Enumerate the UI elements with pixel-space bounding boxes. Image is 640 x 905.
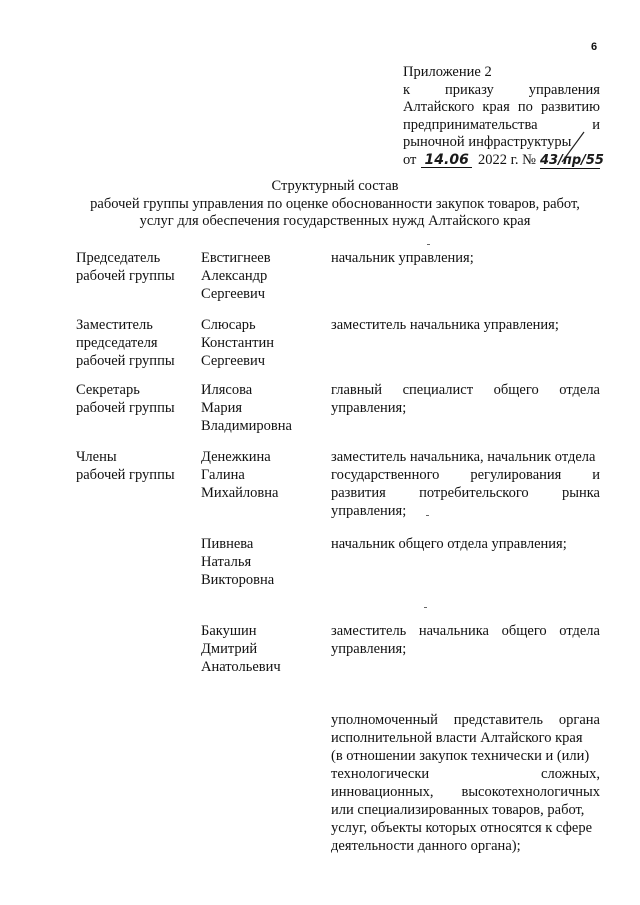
role-line: рабочей группы	[76, 467, 175, 483]
position-word: специалист	[402, 382, 474, 398]
position-line	[331, 484, 600, 502]
position-word: и	[592, 467, 600, 483]
position-line	[331, 622, 600, 640]
position-word: начальника	[418, 623, 489, 639]
appendix-word: к	[403, 81, 411, 98]
title-line-2: рабочей группы управления по оценке обоснованности закупок товаров, работ,	[90, 195, 580, 212]
document-title	[60, 178, 610, 231]
position-word: развития	[331, 485, 386, 501]
page-number: 6	[591, 41, 598, 53]
member-position	[331, 448, 600, 520]
position-line: заместитель начальника, начальник отдела	[331, 449, 596, 465]
position-line: управления;	[331, 641, 407, 657]
position-word: отдела	[559, 382, 600, 398]
position-line: (в отношении закупок технически и (или)	[331, 748, 590, 764]
member-position	[331, 622, 600, 658]
position-line: начальник управления;	[331, 250, 474, 266]
position-word: инновационных,	[331, 784, 434, 800]
handwritten-date: 14.06	[424, 151, 469, 168]
surname: Пивнева	[201, 536, 254, 552]
patronymic: Викторовна	[201, 572, 275, 588]
scan-speck	[426, 515, 429, 516]
surname: Слюсарь	[201, 317, 256, 333]
appendix-title: Приложение 2	[403, 64, 492, 80]
position-word: уполномоченный	[331, 712, 438, 728]
position-word: общего	[493, 382, 539, 398]
position-word: общего	[501, 623, 547, 639]
member-name	[201, 622, 321, 676]
first-name: Константин	[201, 335, 274, 351]
patronymic: Сергеевич	[201, 353, 266, 369]
position-line: управления;	[331, 503, 407, 519]
title-line-1: Структурный состав	[271, 178, 399, 194]
role-line: Члены	[76, 449, 117, 465]
member-position	[331, 381, 600, 417]
patronymic: Владимировна	[201, 418, 292, 434]
order-year-text: 2022 г. №	[477, 151, 536, 168]
role-line: председателя	[76, 335, 158, 351]
appendix-word: края	[482, 99, 510, 116]
position-word: рынка	[561, 485, 600, 501]
role-line: рабочей группы	[76, 353, 175, 369]
surname: Бакушин	[201, 623, 257, 639]
position-word: высокотехнологичных	[461, 784, 600, 800]
role-line: рабочей группы	[76, 268, 175, 284]
member-role	[76, 381, 196, 417]
position-line	[331, 466, 600, 484]
position-word: отдела	[559, 623, 600, 639]
position-line: исполнительной власти Алтайского края	[331, 730, 583, 746]
member-position	[331, 535, 600, 553]
first-name: Галина	[201, 467, 245, 483]
appendix-line-5: рыночной инфраструктуры	[403, 134, 572, 151]
patronymic: Михайловна	[201, 485, 279, 501]
position-line	[331, 783, 600, 801]
position-word: заместитель	[331, 623, 407, 639]
position-line: управления;	[331, 400, 407, 416]
position-line	[331, 381, 600, 399]
scan-speck	[427, 244, 430, 245]
member-role	[76, 316, 196, 370]
role-line: Председатель	[76, 250, 161, 266]
appendix-word: развитию	[541, 99, 600, 116]
position-line	[331, 711, 600, 729]
position-word: сложных,	[541, 766, 600, 782]
first-name: Наталья	[201, 554, 252, 570]
position-word: технологически	[331, 766, 430, 782]
position-line: деятельности данного органа);	[331, 838, 521, 854]
surname: Денежкина	[201, 449, 271, 465]
first-name: Александр	[201, 268, 268, 284]
position-line: начальник общего отдела управления;	[331, 536, 567, 552]
surname: Илясова	[201, 382, 253, 398]
appendix-word: Алтайского	[403, 99, 475, 116]
patronymic: Анатольевич	[201, 659, 281, 675]
position-line	[331, 765, 600, 783]
date-prefix: от	[403, 151, 417, 168]
member-name	[201, 535, 321, 589]
member-role	[76, 448, 196, 484]
member-name	[201, 249, 321, 303]
member-name	[201, 448, 321, 502]
appendix-word: по	[517, 99, 533, 116]
position-word: потребительского	[419, 485, 529, 501]
surname: Евстигнеев	[201, 250, 271, 266]
appendix-line-3	[403, 99, 600, 117]
pen-stroke-mark	[558, 128, 588, 168]
role-line: рабочей группы	[76, 400, 175, 416]
order-date-field	[421, 153, 472, 168]
member-name	[201, 381, 321, 435]
member-position	[331, 316, 600, 334]
position-word: представитель	[453, 712, 543, 728]
appendix-word: и	[592, 116, 600, 133]
position-word: регулирования	[470, 467, 562, 483]
position-line: или специализированных товаров, работ,	[331, 802, 585, 818]
position-line: заместитель начальника управления;	[331, 317, 559, 333]
member-position	[331, 711, 600, 855]
member-role	[76, 249, 196, 285]
appendix-word: приказу	[445, 81, 494, 98]
handwritten-order-number: 43/пр/55	[540, 152, 604, 168]
appendix-word: предпринимательства	[403, 116, 538, 133]
position-word: государственного	[331, 467, 440, 483]
position-word: главный	[331, 382, 382, 398]
appendix-word: управления	[528, 81, 600, 98]
first-name: Дмитрий	[201, 641, 258, 657]
role-line: Заместитель	[76, 317, 153, 333]
position-line: услуг, объекты которых относятся к сфере	[331, 820, 593, 836]
patronymic: Сергеевич	[201, 286, 266, 302]
position-word: органа	[558, 712, 600, 728]
appendix-line-2	[403, 82, 600, 100]
scan-speck	[424, 607, 427, 608]
first-name: Мария	[201, 400, 243, 416]
member-position	[331, 249, 600, 267]
role-line: Секретарь	[76, 382, 140, 398]
member-name	[201, 316, 321, 370]
title-line-3: услуг для обеспечения государственных нужд Алтайского края	[139, 213, 531, 229]
